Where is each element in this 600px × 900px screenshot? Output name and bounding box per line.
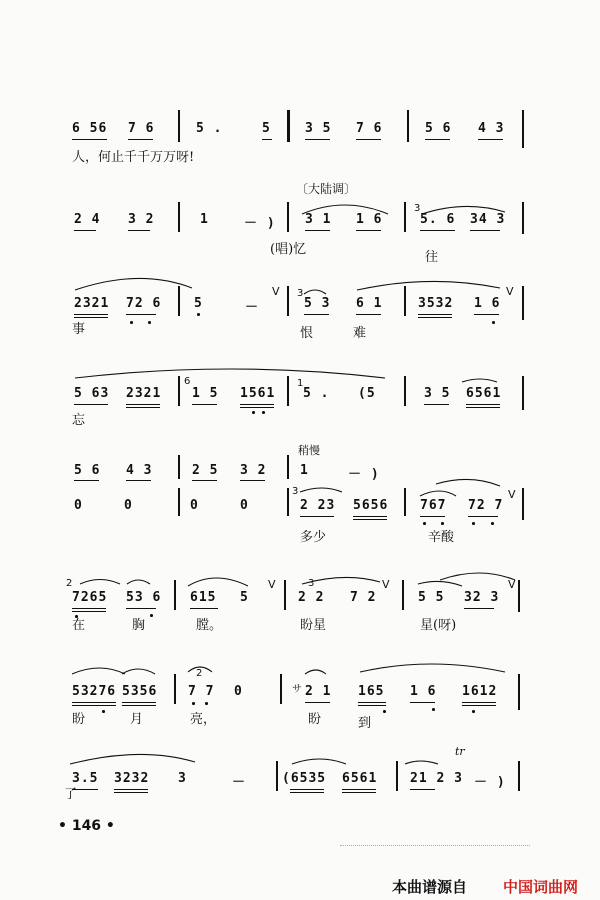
note-group: 32 3 xyxy=(464,590,500,605)
bar-line xyxy=(518,761,520,791)
octave-dot xyxy=(472,522,475,525)
bar-line xyxy=(402,580,404,610)
note-group: 2 1 xyxy=(305,684,332,699)
lyric-line: 人，何止千千万万呀! xyxy=(72,150,195,165)
underline xyxy=(410,789,435,790)
note-group: 72 6 xyxy=(126,296,162,311)
lyric: 事 xyxy=(72,322,86,337)
lyric: 月 xyxy=(130,712,144,727)
note-group: － xyxy=(232,775,247,790)
note-group: 5656 xyxy=(353,498,389,513)
underline xyxy=(358,705,386,706)
note-group: 53 6 xyxy=(126,590,162,605)
octave-dot xyxy=(102,710,105,713)
octave-dot xyxy=(383,710,386,713)
underline xyxy=(358,702,386,703)
underline xyxy=(462,705,496,706)
bar-line xyxy=(178,110,180,142)
slur xyxy=(72,668,125,674)
note-group: 3 5 xyxy=(424,386,451,401)
underline xyxy=(342,792,376,793)
note-group: 2321 xyxy=(74,296,110,311)
note-group: － ) xyxy=(244,216,276,231)
underline xyxy=(464,608,494,609)
note-group: 7 6 xyxy=(128,121,155,136)
breath-mark: V xyxy=(268,578,276,591)
note-group: 5 63 xyxy=(74,386,110,401)
rest: 0 xyxy=(74,498,83,513)
bar-line xyxy=(178,202,180,232)
underline xyxy=(466,404,500,405)
note-group: 615 xyxy=(190,590,217,605)
underline xyxy=(72,608,106,609)
octave-dot xyxy=(252,411,255,414)
note-group: 165 xyxy=(358,684,385,699)
underline xyxy=(305,139,330,140)
note-group: 1561 xyxy=(240,386,276,401)
slur xyxy=(360,664,505,672)
note-group: 53276 xyxy=(72,684,117,699)
rest: 0 xyxy=(240,498,249,513)
grace-note: 2 xyxy=(66,578,73,589)
rest: 0 xyxy=(124,498,133,513)
underline xyxy=(342,789,376,790)
note-group: 2 23 xyxy=(300,498,336,513)
lyric: 盼 xyxy=(72,712,86,727)
lyric: 多少 xyxy=(300,530,327,545)
note-group: 7 7 xyxy=(188,684,215,699)
underline xyxy=(356,314,381,315)
bar-line xyxy=(407,110,409,142)
bar-line xyxy=(522,110,524,148)
underline xyxy=(72,702,116,703)
slur xyxy=(436,479,500,486)
underline xyxy=(305,230,330,231)
octave-dot xyxy=(148,321,151,324)
note-group: 3 5 xyxy=(305,121,332,136)
note-group: 6 56 xyxy=(72,121,108,136)
underline xyxy=(425,139,450,140)
underline xyxy=(240,480,265,481)
underline xyxy=(470,230,500,231)
octave-dot xyxy=(205,702,208,705)
note-group: 5 . xyxy=(303,386,330,401)
slur xyxy=(75,369,385,378)
octave-dot xyxy=(130,321,133,324)
octave-dot xyxy=(192,702,195,705)
slur xyxy=(127,580,150,584)
bar-line xyxy=(287,488,289,516)
bar-line xyxy=(178,376,180,406)
bar-line xyxy=(522,488,524,520)
grace-note: 3 xyxy=(297,288,304,299)
note-group: 34 3 xyxy=(470,212,506,227)
note-group: 3 2 xyxy=(128,212,155,227)
underline xyxy=(74,230,96,231)
underline xyxy=(478,139,503,140)
note-group: 3532 xyxy=(418,296,454,311)
lyric: 亮， xyxy=(190,712,217,727)
note-group: 767 xyxy=(420,498,447,513)
note-group: 5356 xyxy=(122,684,158,699)
grace-note: 1 xyxy=(297,378,304,389)
note-group: 1 5 xyxy=(192,386,219,401)
underline xyxy=(126,404,160,405)
note-group: 0 xyxy=(234,684,243,699)
bar-line xyxy=(287,455,289,479)
note-group: 1 6 xyxy=(410,684,437,699)
underline xyxy=(122,705,156,706)
lyric: 了 xyxy=(64,787,78,802)
slur xyxy=(122,669,155,674)
underline xyxy=(192,404,217,405)
note-group: (6535 xyxy=(282,771,327,786)
annotation: 〔大陆调〕 xyxy=(296,182,357,196)
note-group: － ) xyxy=(348,467,380,482)
bar-line xyxy=(284,580,286,610)
underline xyxy=(122,702,156,703)
underline xyxy=(74,404,108,405)
slur xyxy=(305,670,326,674)
breath-mark: V xyxy=(506,285,514,298)
underline xyxy=(114,789,148,790)
octave-dot xyxy=(197,313,200,316)
bar-line xyxy=(174,580,176,610)
note-group: 3 1 xyxy=(305,212,332,227)
note-group: 5. 6 xyxy=(420,212,456,227)
note-group: 2 5 xyxy=(192,463,219,478)
underline xyxy=(410,702,435,703)
note-group: － ) xyxy=(474,775,506,790)
slur xyxy=(304,290,326,294)
note-group: 6 1 xyxy=(356,296,383,311)
lyric: (唱)忆 xyxy=(270,242,307,257)
note-group: 3 2 xyxy=(240,463,267,478)
trill-mark: tr xyxy=(455,745,465,758)
underline xyxy=(126,314,156,315)
octave-dot xyxy=(423,522,426,525)
breath-mark: V xyxy=(508,578,516,591)
tempo-marking: 稍慢 xyxy=(298,444,320,457)
octave-dot xyxy=(491,522,494,525)
underline xyxy=(300,516,334,517)
underline xyxy=(474,314,499,315)
source-label: 本曲谱源自 xyxy=(392,878,468,896)
note-group: 3 xyxy=(178,771,187,786)
octave-dot xyxy=(432,708,435,711)
note-group: 4 3 xyxy=(126,463,153,478)
note-group: 5 xyxy=(262,121,271,136)
lyric: 在 xyxy=(72,618,86,633)
bar-line xyxy=(404,286,406,316)
bar-line xyxy=(404,376,406,406)
underline xyxy=(128,139,153,140)
note-group: 5 6 xyxy=(425,121,452,136)
underline xyxy=(466,407,500,408)
slur xyxy=(357,281,500,290)
slur xyxy=(300,488,342,492)
breath-mark: V xyxy=(382,578,390,591)
underline xyxy=(74,314,108,315)
underline xyxy=(72,139,107,140)
underline xyxy=(353,519,387,520)
bar-line xyxy=(178,488,180,516)
note-group: 7 6 xyxy=(356,121,383,136)
underline xyxy=(126,407,160,408)
note-group: 7 2 xyxy=(350,590,377,605)
bar-line xyxy=(287,286,289,316)
underline xyxy=(190,608,218,609)
bar-line xyxy=(174,674,176,704)
underline xyxy=(74,480,99,481)
underline xyxy=(304,314,329,315)
grace-note: 3 xyxy=(308,578,315,589)
bar-line xyxy=(396,761,398,791)
slur xyxy=(70,754,195,764)
note-group: 72 7 xyxy=(468,498,504,513)
note-group: 5 xyxy=(194,296,203,311)
slur xyxy=(405,761,438,764)
note-group: 5 xyxy=(240,590,249,605)
note-group: 5 6 xyxy=(74,463,101,478)
grace-note: サ xyxy=(292,684,302,695)
lyric: 辛酸 xyxy=(428,530,455,545)
bar-line xyxy=(404,202,406,232)
note-group: 1 6 xyxy=(474,296,501,311)
grace-note: 2 xyxy=(196,668,203,679)
site-link[interactable]: 中国词曲网 xyxy=(503,878,579,896)
octave-dot xyxy=(441,522,444,525)
note-group: 6561 xyxy=(342,771,378,786)
underline xyxy=(290,789,324,790)
bar-line xyxy=(178,286,180,316)
octave-dot xyxy=(262,411,265,414)
note-group: 2 2 xyxy=(298,590,325,605)
lyric: 膛。 xyxy=(196,618,223,633)
bar-line xyxy=(404,488,406,516)
underline xyxy=(418,317,452,318)
bar-line xyxy=(522,286,524,320)
grace-note: 6 xyxy=(184,376,191,387)
breath-mark: V xyxy=(272,285,280,298)
underline xyxy=(192,480,217,481)
underline xyxy=(420,516,445,517)
grace-note: 3 xyxy=(292,486,299,497)
octave-dot xyxy=(472,710,475,713)
note-group: 3.5 xyxy=(72,771,99,786)
lyric: 到 xyxy=(358,716,372,731)
note-group: 5 . xyxy=(196,121,223,136)
bar-line xyxy=(518,674,520,710)
breath-mark: V xyxy=(508,488,516,501)
scan-artifact xyxy=(340,845,530,847)
underline xyxy=(462,702,496,703)
lyric: 星(呀) xyxy=(420,618,457,633)
underline xyxy=(240,407,274,408)
note-group: 1 xyxy=(200,212,209,227)
slur xyxy=(462,379,497,382)
underline xyxy=(353,516,387,517)
underline xyxy=(290,792,324,793)
slur xyxy=(188,578,248,586)
note-group: 21 2 3 xyxy=(410,771,463,786)
bar-line xyxy=(280,674,282,704)
lyric: 往 xyxy=(425,250,439,265)
note-group: 1 6 xyxy=(356,212,383,227)
lyric: 恨 xyxy=(300,326,314,341)
underline xyxy=(424,404,449,405)
page-number: • 146 • xyxy=(58,818,115,834)
note-group: － xyxy=(245,300,260,315)
underline xyxy=(72,611,106,612)
underline xyxy=(240,404,274,405)
lyric: 忘 xyxy=(72,413,86,428)
bar-line xyxy=(522,376,524,410)
lyric: 盼 xyxy=(308,712,322,727)
note-group: 3232 xyxy=(114,771,150,786)
bar-line xyxy=(287,202,289,232)
underline xyxy=(114,792,148,793)
underline xyxy=(468,516,498,517)
underline xyxy=(420,230,455,231)
slur xyxy=(420,491,456,496)
bar-line xyxy=(276,761,278,791)
octave-dot xyxy=(492,321,495,324)
note-group: 5 3 xyxy=(304,296,331,311)
underline xyxy=(305,702,330,703)
grace-note: 3 xyxy=(414,203,421,214)
note-group: 2321 xyxy=(126,386,162,401)
underline xyxy=(72,705,116,706)
slur xyxy=(440,573,515,580)
bar-line xyxy=(518,580,520,612)
note-group: (5 xyxy=(358,386,376,401)
underline xyxy=(356,139,381,140)
bar-line xyxy=(287,376,289,406)
rest: 0 xyxy=(190,498,199,513)
lyric: 难 xyxy=(353,326,367,341)
note-group: 1612 xyxy=(462,684,498,699)
slur xyxy=(418,581,462,586)
lyric: 胸 xyxy=(132,618,146,633)
underline xyxy=(418,314,452,315)
underline xyxy=(356,230,381,231)
octave-dot xyxy=(150,614,153,617)
note-group: 6561 xyxy=(466,386,502,401)
note-group: 2 4 xyxy=(74,212,101,227)
bar-line xyxy=(178,455,180,479)
slur xyxy=(292,759,346,764)
note-group: 7265 xyxy=(72,590,108,605)
underline xyxy=(262,139,272,140)
slur xyxy=(80,580,120,585)
underline xyxy=(126,608,156,609)
bar-line xyxy=(522,202,524,234)
underline xyxy=(128,230,150,231)
bar-line xyxy=(287,110,290,142)
lyric: 盼星 xyxy=(300,618,327,633)
note-group: 1 xyxy=(300,463,309,478)
underline xyxy=(126,480,151,481)
note-group: 5 5 xyxy=(418,590,445,605)
note-group: 4 3 xyxy=(478,121,505,136)
slur xyxy=(75,278,192,290)
